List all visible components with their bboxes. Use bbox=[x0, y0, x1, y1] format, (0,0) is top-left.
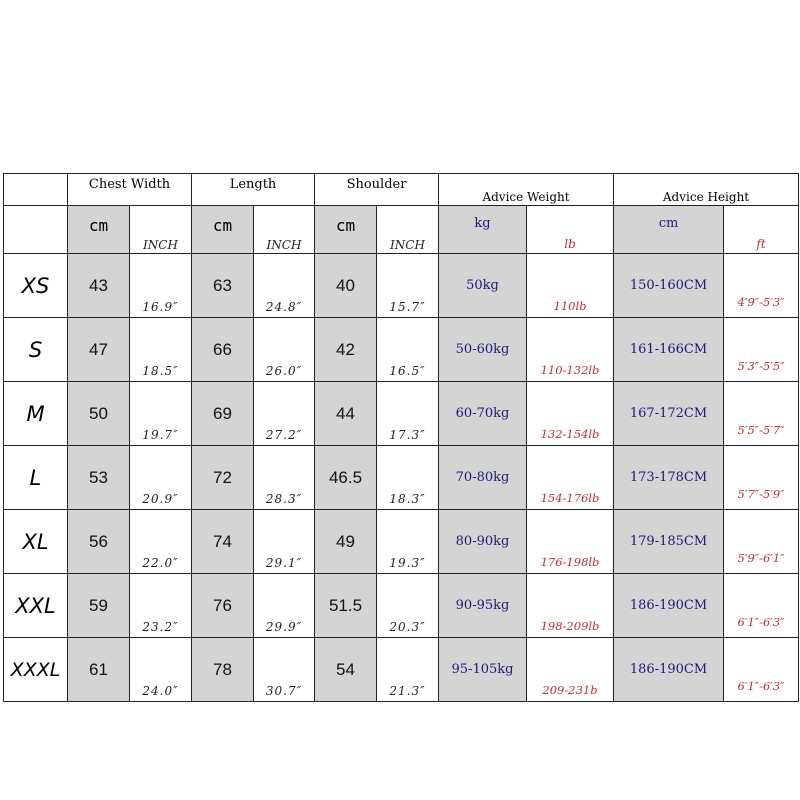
size-label: S bbox=[4, 318, 68, 382]
weight-kg-cell: 90-95kg bbox=[439, 574, 527, 638]
height-ft-cell: 4′9″-5′3″ bbox=[724, 254, 799, 318]
chest-inch-cell: 20.9″ bbox=[130, 446, 192, 510]
shoulder-cm-cell: 40 bbox=[315, 254, 377, 318]
shoulder-cm-cell: 49 bbox=[315, 510, 377, 574]
chest-inch-cell: 22.0″ bbox=[130, 510, 192, 574]
chest-cm-cell: 50 bbox=[68, 382, 130, 446]
weight-lb-cell: 110-132lb bbox=[527, 318, 614, 382]
height-cm-cell: 167-172CM bbox=[614, 382, 724, 446]
corner-cell bbox=[4, 174, 68, 206]
shoulder-inch-cell: 20.3″ bbox=[377, 574, 439, 638]
length-inch-cell: 24.8″ bbox=[254, 254, 315, 318]
advice-weight-header: Advice Weight bbox=[439, 174, 614, 206]
height-cm-header: cm bbox=[614, 206, 724, 254]
height-cm-cell: 186-190CM bbox=[614, 574, 724, 638]
weight-kg-header: kg bbox=[439, 206, 527, 254]
weight-kg-cell: 50-60kg bbox=[439, 318, 527, 382]
weight-kg-cell: 60-70kg bbox=[439, 382, 527, 446]
shoulder-cm-cell: 42 bbox=[315, 318, 377, 382]
height-ft-cell: 5′3″-5′5″ bbox=[724, 318, 799, 382]
chest-inch-cell: 19.7″ bbox=[130, 382, 192, 446]
weight-lb-cell: 198-209lb bbox=[527, 574, 614, 638]
shoulder-cm-cell: 44 bbox=[315, 382, 377, 446]
weight-kg-cell: 70-80kg bbox=[439, 446, 527, 510]
length-inch-cell: 28.3″ bbox=[254, 446, 315, 510]
shoulder-inch-cell: 15.7″ bbox=[377, 254, 439, 318]
advice-height-header: Advice Height bbox=[614, 174, 799, 206]
shoulder-inch-cell: 21.3″ bbox=[377, 638, 439, 702]
chest-inch-cell: 18.5″ bbox=[130, 318, 192, 382]
shoulder-cm-cell: 51.5 bbox=[315, 574, 377, 638]
table-row bbox=[4, 446, 799, 510]
chest-inch-cell: 16.9″ bbox=[130, 254, 192, 318]
size-label: M bbox=[4, 382, 68, 446]
table-row bbox=[4, 574, 799, 638]
shoulder-inch-cell: 16.5″ bbox=[377, 318, 439, 382]
length-inch-cell: 27.2″ bbox=[254, 382, 315, 446]
length-cm-cell: 66 bbox=[192, 318, 254, 382]
table-row bbox=[4, 638, 799, 702]
length-cm-cell: 63 bbox=[192, 254, 254, 318]
length-header: Length bbox=[192, 174, 315, 206]
length-cm-header: cm bbox=[192, 206, 254, 254]
height-ft-cell: 5′9″-6′1″ bbox=[724, 510, 799, 574]
weight-lb-cell: 132-154lb bbox=[527, 382, 614, 446]
height-cm-cell: 161-166CM bbox=[614, 318, 724, 382]
height-ft-cell: 5′5″-5′7″ bbox=[724, 382, 799, 446]
size-label: XXL bbox=[4, 574, 68, 638]
height-cm-cell: 150-160CM bbox=[614, 254, 724, 318]
height-ft-header: ft bbox=[724, 206, 799, 254]
length-inch-cell: 29.9″ bbox=[254, 574, 315, 638]
length-inch-cell: 30.7″ bbox=[254, 638, 315, 702]
weight-lb-cell: 154-176lb bbox=[527, 446, 614, 510]
size-label: XL bbox=[4, 510, 68, 574]
table-row bbox=[4, 382, 799, 446]
weight-lb-cell: 176-198lb bbox=[527, 510, 614, 574]
shoulder-inch-cell: 17.3″ bbox=[377, 382, 439, 446]
size-label: XS bbox=[4, 254, 68, 318]
weight-lb-header: lb bbox=[527, 206, 614, 254]
unit-header-row bbox=[4, 206, 799, 254]
height-ft-cell: 6′1″-6′3″ bbox=[724, 638, 799, 702]
length-inch-cell: 26.0″ bbox=[254, 318, 315, 382]
length-cm-cell: 72 bbox=[192, 446, 254, 510]
chest-cm-cell: 53 bbox=[68, 446, 130, 510]
size-label: XXXL bbox=[4, 638, 68, 702]
weight-lb-cell: 110lb bbox=[527, 254, 614, 318]
corner-cell-2 bbox=[4, 206, 68, 254]
size-label: L bbox=[4, 446, 68, 510]
chest-inch-cell: 23.2″ bbox=[130, 574, 192, 638]
weight-lb-cell: 209-231b bbox=[527, 638, 614, 702]
chest-inch-header: INCH bbox=[130, 206, 192, 254]
chest-cm-cell: 43 bbox=[68, 254, 130, 318]
length-cm-cell: 69 bbox=[192, 382, 254, 446]
length-inch-header: INCH bbox=[254, 206, 315, 254]
shoulder-cm-header: cm bbox=[315, 206, 377, 254]
chest-cm-cell: 61 bbox=[68, 638, 130, 702]
shoulder-inch-header: INCH bbox=[377, 206, 439, 254]
chest-width-header: Chest Width bbox=[68, 174, 192, 206]
height-cm-cell: 186-190CM bbox=[614, 638, 724, 702]
shoulder-inch-cell: 19.3″ bbox=[377, 510, 439, 574]
chest-cm-header: cm bbox=[68, 206, 130, 254]
height-ft-cell: 6′1″-6′3″ bbox=[724, 574, 799, 638]
shoulder-cm-cell: 54 bbox=[315, 638, 377, 702]
shoulder-header: Shoulder bbox=[315, 174, 439, 206]
chest-cm-cell: 56 bbox=[68, 510, 130, 574]
weight-kg-cell: 80-90kg bbox=[439, 510, 527, 574]
table-row bbox=[4, 318, 799, 382]
length-cm-cell: 74 bbox=[192, 510, 254, 574]
shoulder-cm-cell: 46.5 bbox=[315, 446, 377, 510]
table-row bbox=[4, 254, 799, 318]
weight-kg-cell: 50kg bbox=[439, 254, 527, 318]
height-cm-cell: 179-185CM bbox=[614, 510, 724, 574]
length-inch-cell: 29.1″ bbox=[254, 510, 315, 574]
chest-cm-cell: 59 bbox=[68, 574, 130, 638]
height-ft-cell: 5′7″-5′9″ bbox=[724, 446, 799, 510]
length-cm-cell: 78 bbox=[192, 638, 254, 702]
length-cm-cell: 76 bbox=[192, 574, 254, 638]
chest-inch-cell: 24.0″ bbox=[130, 638, 192, 702]
shoulder-inch-cell: 18.3″ bbox=[377, 446, 439, 510]
chest-cm-cell: 47 bbox=[68, 318, 130, 382]
weight-kg-cell: 95-105kg bbox=[439, 638, 527, 702]
height-cm-cell: 173-178CM bbox=[614, 446, 724, 510]
table-row bbox=[4, 510, 799, 574]
group-header-row bbox=[4, 174, 799, 206]
size-chart-table bbox=[3, 173, 799, 702]
